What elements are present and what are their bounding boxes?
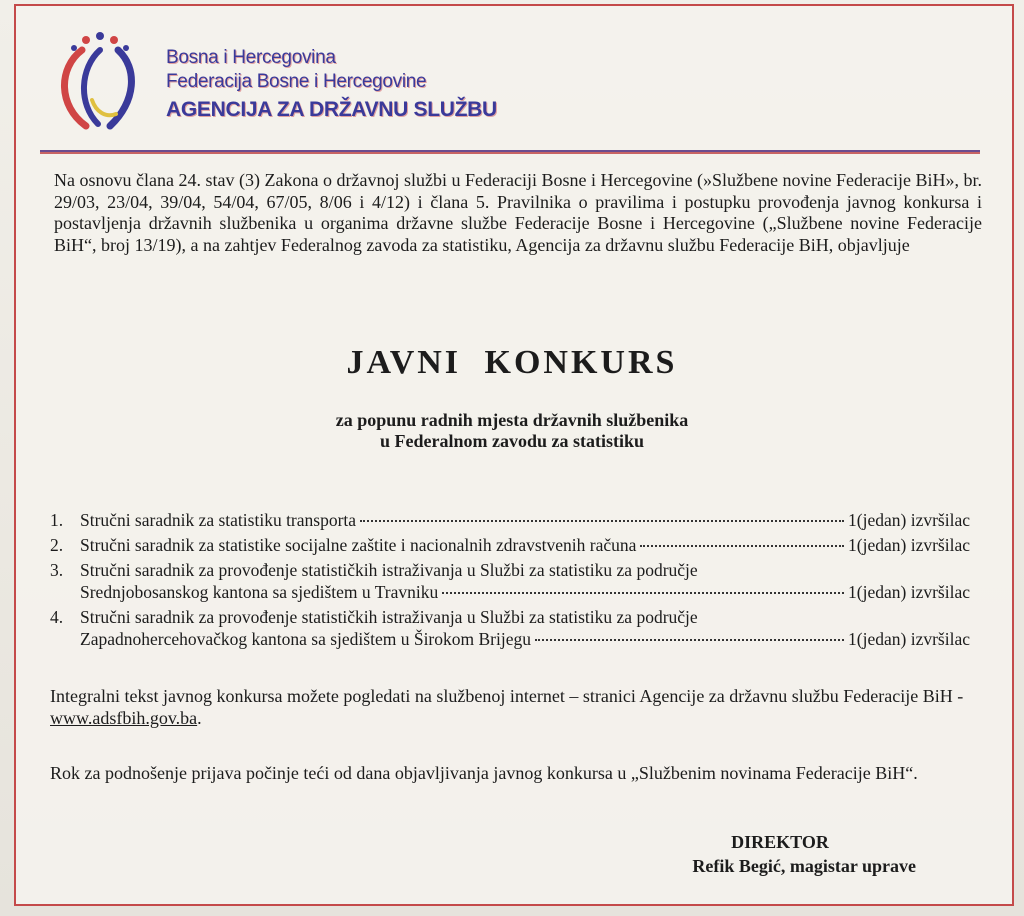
position-title: Stručni saradnik za statistiku transporta <box>80 510 357 530</box>
item-number: 2. <box>50 535 64 555</box>
dot-leader <box>535 639 844 641</box>
list-item <box>50 606 970 650</box>
position-title-line-2: Srednjobosanskog kantona sa sjedištem u Travniku <box>80 582 439 602</box>
info-text: Integralni tekst javnog konkursa možete pogledati na službenoj internet – stranici Agencije za državnu službu Federacije BiH - <box>50 686 964 706</box>
subtitle-line-1: za popunu radnih mjesta državnih službenika <box>335 410 689 430</box>
list-item <box>50 509 970 531</box>
header-divider <box>40 150 980 154</box>
announcement-subtitle <box>0 410 1024 452</box>
subtitle-line-2: u Federalnom zavodu za statistiku <box>379 431 644 451</box>
position-count: 1(jedan) izvršilac <box>848 510 970 530</box>
dot-leader <box>442 592 844 594</box>
signer-name: Refik Begić, magistar uprave <box>692 856 916 876</box>
entity-name: Federacija Bosne i Hercegovine <box>166 71 427 92</box>
signature-block <box>600 830 960 878</box>
info-paragraph <box>50 685 980 729</box>
position-title-line-2: Zapadnohercehovačkog kantona sa sjedištem u Širokom Brijegu <box>80 629 531 649</box>
country-name: Bosna i Hercegovina <box>166 47 336 68</box>
dot-leader <box>360 520 844 522</box>
item-number: 1. <box>50 510 64 530</box>
info-period: . <box>197 708 202 728</box>
list-item <box>50 559 970 603</box>
item-number: 4. <box>50 607 64 627</box>
agency-header <box>166 46 497 122</box>
agency-logo-icon <box>40 28 160 138</box>
position-count: 1(jedan) izvršilac <box>848 535 970 555</box>
position-count: 1(jedan) izvršilac <box>848 582 970 602</box>
deadline-paragraph: Rok za podnošenje prijava počinje teći od dana objavljivanja javnog konkursa u „Službenim novinama Federacije BiH“. <box>50 763 918 783</box>
position-title: Stručni saradnik za statistike socijalne zaštite i nacionalnih zdravstvenih računa <box>80 535 637 555</box>
position-title-line-1: Stručni saradnik za provođenje statističkih istraživanja u Službi za statistiku za područje <box>80 607 698 627</box>
agency-name: AGENCIJA ZA DRŽAVNU SLUŽBU <box>166 98 497 121</box>
position-count: 1(jedan) izvršilac <box>848 629 970 649</box>
signer-role: DIREKTOR <box>731 832 829 852</box>
intro-paragraph: Na osnovu člana 24. stav (3) Zakona o državnoj službi u Federaciji Bosne i Hercegovine (»Službene novine Federacije BiH», br. 29/03, 23/04, 39/04, 54/04, 67/05, 8/06 i 4/12) i člana 5. Pravilnika o pravilima i postupku provođenja javnog konkursa i postavljenja državnih službenika u organima državne službe Federacije Bosne i Hercegovine („Službene novine Federacije BiH“, broj 13/19), a na zahtjev Federalnog zavoda za statistiku, Agencija za državnu službu Federacije BiH, objavljuje <box>54 170 982 255</box>
list-item <box>50 534 970 556</box>
dot-leader <box>640 545 844 547</box>
item-number: 3. <box>50 560 64 580</box>
announcement-title: JAVNI KONKURS <box>346 344 678 381</box>
positions-list <box>50 509 970 653</box>
position-title-line-1: Stručni saradnik za provođenje statističkih istraživanja u Službi za statistiku za područje <box>80 560 698 580</box>
agency-website-link[interactable]: www.adsfbih.gov.ba <box>50 708 198 728</box>
